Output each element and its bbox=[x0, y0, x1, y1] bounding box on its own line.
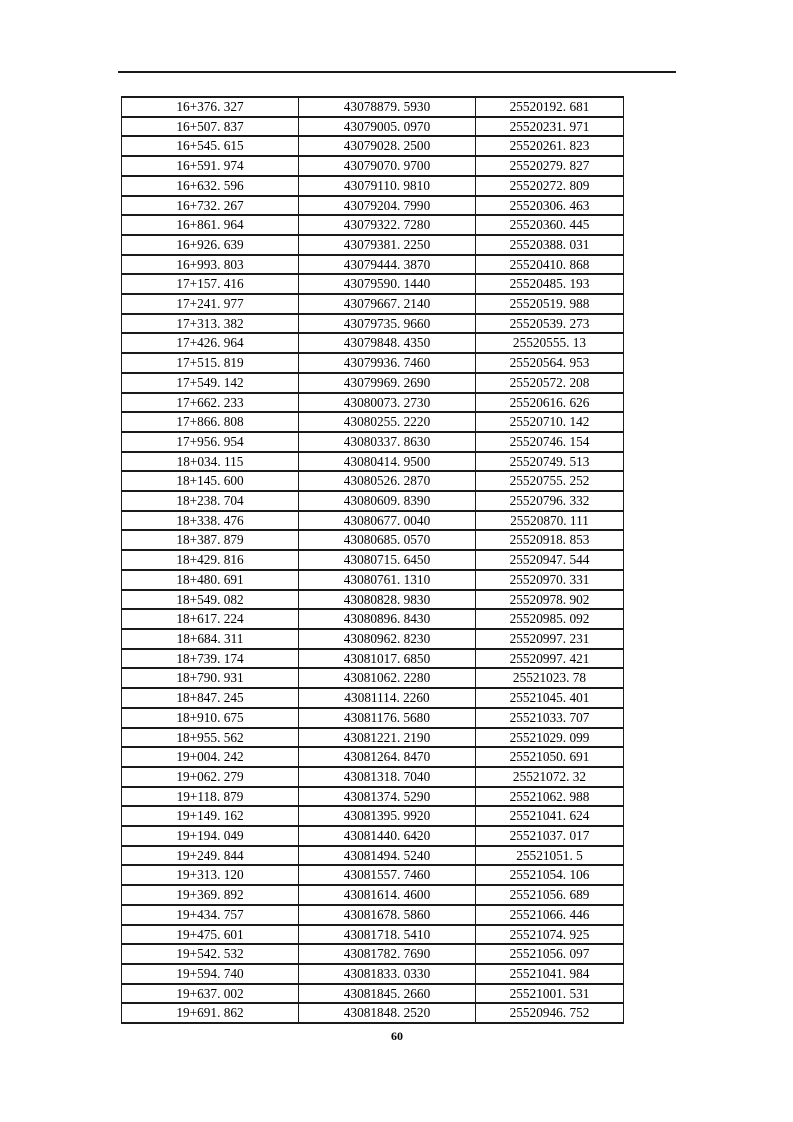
y-coordinate-cell: 25520918. 853 bbox=[476, 530, 624, 550]
x-coordinate-cell: 43081176. 5680 bbox=[299, 708, 476, 728]
station-cell: 17+426. 964 bbox=[122, 333, 299, 353]
y-coordinate-cell: 25520616. 626 bbox=[476, 393, 624, 413]
y-coordinate-cell: 25521001. 531 bbox=[476, 984, 624, 1004]
table-row bbox=[122, 767, 624, 787]
station-cell: 17+866. 808 bbox=[122, 412, 299, 432]
x-coordinate-cell: 43081374. 5290 bbox=[299, 787, 476, 807]
table-row bbox=[122, 550, 624, 570]
station-cell: 18+429. 816 bbox=[122, 550, 299, 570]
x-coordinate-cell: 43079667. 2140 bbox=[299, 294, 476, 314]
x-coordinate-cell: 43081440. 6420 bbox=[299, 826, 476, 846]
table-row bbox=[122, 511, 624, 531]
x-coordinate-cell: 43080609. 8390 bbox=[299, 491, 476, 511]
y-coordinate-cell: 25520564. 953 bbox=[476, 353, 624, 373]
table-row bbox=[122, 747, 624, 767]
y-coordinate-cell: 25520272. 809 bbox=[476, 176, 624, 196]
table-row bbox=[122, 117, 624, 137]
table-row bbox=[122, 97, 624, 117]
station-cell: 17+515. 819 bbox=[122, 353, 299, 373]
station-cell: 19+194. 049 bbox=[122, 826, 299, 846]
station-cell: 19+594. 740 bbox=[122, 964, 299, 984]
table-row bbox=[122, 1003, 624, 1023]
table-row bbox=[122, 806, 624, 826]
x-coordinate-cell: 43079590. 1440 bbox=[299, 274, 476, 294]
y-coordinate-cell: 25521066. 446 bbox=[476, 905, 624, 925]
y-coordinate-cell: 25520796. 332 bbox=[476, 491, 624, 511]
station-cell: 16+545. 615 bbox=[122, 136, 299, 156]
y-coordinate-cell: 25520997. 231 bbox=[476, 629, 624, 649]
table-row bbox=[122, 274, 624, 294]
table-row bbox=[122, 235, 624, 255]
y-coordinate-cell: 25520985. 092 bbox=[476, 609, 624, 629]
y-coordinate-cell: 25520749. 513 bbox=[476, 452, 624, 472]
x-coordinate-cell: 43079969. 2690 bbox=[299, 373, 476, 393]
table-row bbox=[122, 215, 624, 235]
table-row bbox=[122, 826, 624, 846]
x-coordinate-cell: 43079070. 9700 bbox=[299, 156, 476, 176]
station-cell: 17+662. 233 bbox=[122, 393, 299, 413]
station-cell: 17+241. 977 bbox=[122, 294, 299, 314]
station-cell: 19+249. 844 bbox=[122, 846, 299, 866]
y-coordinate-cell: 25520306. 463 bbox=[476, 196, 624, 216]
table-row bbox=[122, 412, 624, 432]
y-coordinate-cell: 25520261. 823 bbox=[476, 136, 624, 156]
x-coordinate-cell: 43079848. 4350 bbox=[299, 333, 476, 353]
x-coordinate-cell: 43079444. 3870 bbox=[299, 255, 476, 275]
x-coordinate-cell: 43081395. 9920 bbox=[299, 806, 476, 826]
table-row bbox=[122, 156, 624, 176]
station-cell: 18+549. 082 bbox=[122, 590, 299, 610]
y-coordinate-cell: 25520710. 142 bbox=[476, 412, 624, 432]
x-coordinate-cell: 43081614. 4600 bbox=[299, 885, 476, 905]
table-row bbox=[122, 196, 624, 216]
y-coordinate-cell: 25521041. 984 bbox=[476, 964, 624, 984]
x-coordinate-cell: 43081557. 7460 bbox=[299, 865, 476, 885]
station-cell: 19+062. 279 bbox=[122, 767, 299, 787]
station-cell: 16+926. 639 bbox=[122, 235, 299, 255]
y-coordinate-cell: 25521041. 624 bbox=[476, 806, 624, 826]
station-cell: 18+910. 675 bbox=[122, 708, 299, 728]
y-coordinate-cell: 25520870. 111 bbox=[476, 511, 624, 531]
station-cell: 18+684. 311 bbox=[122, 629, 299, 649]
y-coordinate-cell: 25521056. 689 bbox=[476, 885, 624, 905]
y-coordinate-cell: 25520555. 13 bbox=[476, 333, 624, 353]
station-cell: 16+632. 596 bbox=[122, 176, 299, 196]
table-row bbox=[122, 255, 624, 275]
table-row bbox=[122, 491, 624, 511]
y-coordinate-cell: 25521037. 017 bbox=[476, 826, 624, 846]
table-row bbox=[122, 333, 624, 353]
station-cell: 19+434. 757 bbox=[122, 905, 299, 925]
station-cell: 16+376. 327 bbox=[122, 97, 299, 117]
x-coordinate-cell: 43081494. 5240 bbox=[299, 846, 476, 866]
station-cell: 16+732. 267 bbox=[122, 196, 299, 216]
x-coordinate-cell: 43078879. 5930 bbox=[299, 97, 476, 117]
y-coordinate-cell: 25521054. 106 bbox=[476, 865, 624, 885]
station-cell: 16+507. 837 bbox=[122, 117, 299, 137]
y-coordinate-cell: 25521062. 988 bbox=[476, 787, 624, 807]
station-cell: 18+338. 476 bbox=[122, 511, 299, 531]
y-coordinate-cell: 25521033. 707 bbox=[476, 708, 624, 728]
station-cell: 19+313. 120 bbox=[122, 865, 299, 885]
station-cell: 19+475. 601 bbox=[122, 925, 299, 945]
station-cell: 16+591. 974 bbox=[122, 156, 299, 176]
x-coordinate-cell: 43080896. 8430 bbox=[299, 609, 476, 629]
y-coordinate-cell: 25520946. 752 bbox=[476, 1003, 624, 1023]
y-coordinate-cell: 25521056. 097 bbox=[476, 944, 624, 964]
x-coordinate-cell: 43080337. 8630 bbox=[299, 432, 476, 452]
y-coordinate-cell: 25521029. 099 bbox=[476, 728, 624, 748]
station-cell: 18+847. 245 bbox=[122, 688, 299, 708]
y-coordinate-cell: 25520978. 902 bbox=[476, 590, 624, 610]
station-cell: 16+861. 964 bbox=[122, 215, 299, 235]
x-coordinate-cell: 43081718. 5410 bbox=[299, 925, 476, 945]
y-coordinate-cell: 25520485. 193 bbox=[476, 274, 624, 294]
station-cell: 19+004. 242 bbox=[122, 747, 299, 767]
station-cell: 16+993. 803 bbox=[122, 255, 299, 275]
station-cell: 18+145. 600 bbox=[122, 471, 299, 491]
x-coordinate-cell: 43079735. 9660 bbox=[299, 314, 476, 334]
y-coordinate-cell: 25520360. 445 bbox=[476, 215, 624, 235]
y-coordinate-cell: 25520388. 031 bbox=[476, 235, 624, 255]
table-row bbox=[122, 787, 624, 807]
table-row bbox=[122, 944, 624, 964]
x-coordinate-cell: 43081318. 7040 bbox=[299, 767, 476, 787]
table-row bbox=[122, 688, 624, 708]
station-cell: 18+387. 879 bbox=[122, 530, 299, 550]
y-coordinate-cell: 25520947. 544 bbox=[476, 550, 624, 570]
y-coordinate-cell: 25520746. 154 bbox=[476, 432, 624, 452]
x-coordinate-cell: 43080962. 8230 bbox=[299, 629, 476, 649]
x-coordinate-cell: 43081845. 2660 bbox=[299, 984, 476, 1004]
x-coordinate-cell: 43081782. 7690 bbox=[299, 944, 476, 964]
table-row bbox=[122, 609, 624, 629]
table-row bbox=[122, 846, 624, 866]
y-coordinate-cell: 25521045. 401 bbox=[476, 688, 624, 708]
y-coordinate-cell: 25521051. 5 bbox=[476, 846, 624, 866]
page-number: 60 bbox=[391, 1029, 403, 1043]
y-coordinate-cell: 25521050. 691 bbox=[476, 747, 624, 767]
table-row bbox=[122, 353, 624, 373]
station-cell: 19+118. 879 bbox=[122, 787, 299, 807]
station-cell: 19+149. 162 bbox=[122, 806, 299, 826]
station-cell: 18+790. 931 bbox=[122, 668, 299, 688]
x-coordinate-cell: 43080255. 2220 bbox=[299, 412, 476, 432]
x-coordinate-cell: 43081062. 2280 bbox=[299, 668, 476, 688]
y-coordinate-cell: 25520410. 868 bbox=[476, 255, 624, 275]
table-row bbox=[122, 393, 624, 413]
y-coordinate-cell: 25520192. 681 bbox=[476, 97, 624, 117]
x-coordinate-cell: 43080414. 9500 bbox=[299, 452, 476, 472]
table-row bbox=[122, 314, 624, 334]
table-row bbox=[122, 629, 624, 649]
station-cell: 19+369. 892 bbox=[122, 885, 299, 905]
station-cell: 17+549. 142 bbox=[122, 373, 299, 393]
table-row bbox=[122, 373, 624, 393]
x-coordinate-cell: 43080715. 6450 bbox=[299, 550, 476, 570]
table-row bbox=[122, 471, 624, 491]
table-row bbox=[122, 905, 624, 925]
x-coordinate-cell: 43081264. 8470 bbox=[299, 747, 476, 767]
y-coordinate-cell: 25520572. 208 bbox=[476, 373, 624, 393]
page-header-rule bbox=[118, 71, 676, 73]
table-row bbox=[122, 136, 624, 156]
station-cell: 18+034. 115 bbox=[122, 452, 299, 472]
x-coordinate-cell: 43080761. 1310 bbox=[299, 570, 476, 590]
x-coordinate-cell: 43079936. 7460 bbox=[299, 353, 476, 373]
x-coordinate-cell: 43081833. 0330 bbox=[299, 964, 476, 984]
x-coordinate-cell: 43081114. 2260 bbox=[299, 688, 476, 708]
coordinates-table bbox=[121, 96, 624, 1024]
y-coordinate-cell: 25521023. 78 bbox=[476, 668, 624, 688]
table-row bbox=[122, 708, 624, 728]
y-coordinate-cell: 25520970. 331 bbox=[476, 570, 624, 590]
table-row bbox=[122, 530, 624, 550]
x-coordinate-cell: 43079028. 2500 bbox=[299, 136, 476, 156]
x-coordinate-cell: 43081017. 6850 bbox=[299, 649, 476, 669]
table-row bbox=[122, 649, 624, 669]
x-coordinate-cell: 43081221. 2190 bbox=[299, 728, 476, 748]
y-coordinate-cell: 25520997. 421 bbox=[476, 649, 624, 669]
table-row bbox=[122, 452, 624, 472]
x-coordinate-cell: 43080685. 0570 bbox=[299, 530, 476, 550]
station-cell: 18+617. 224 bbox=[122, 609, 299, 629]
x-coordinate-cell: 43081848. 2520 bbox=[299, 1003, 476, 1023]
table-row bbox=[122, 668, 624, 688]
station-cell: 18+955. 562 bbox=[122, 728, 299, 748]
station-cell: 19+691. 862 bbox=[122, 1003, 299, 1023]
x-coordinate-cell: 43080828. 9830 bbox=[299, 590, 476, 610]
x-coordinate-cell: 43080073. 2730 bbox=[299, 393, 476, 413]
station-cell: 18+238. 704 bbox=[122, 491, 299, 511]
station-cell: 18+739. 174 bbox=[122, 649, 299, 669]
x-coordinate-cell: 43079005. 0970 bbox=[299, 117, 476, 137]
x-coordinate-cell: 43080677. 0040 bbox=[299, 511, 476, 531]
x-coordinate-cell: 43079322. 7280 bbox=[299, 215, 476, 235]
station-cell: 18+480. 691 bbox=[122, 570, 299, 590]
y-coordinate-cell: 25520279. 827 bbox=[476, 156, 624, 176]
y-coordinate-cell: 25520519. 988 bbox=[476, 294, 624, 314]
station-cell: 17+956. 954 bbox=[122, 432, 299, 452]
table-row bbox=[122, 176, 624, 196]
x-coordinate-cell: 43080526. 2870 bbox=[299, 471, 476, 491]
station-cell: 17+157. 416 bbox=[122, 274, 299, 294]
table-row bbox=[122, 294, 624, 314]
x-coordinate-cell: 43079110. 9810 bbox=[299, 176, 476, 196]
table-row bbox=[122, 925, 624, 945]
x-coordinate-cell: 43081678. 5860 bbox=[299, 905, 476, 925]
station-cell: 19+637. 002 bbox=[122, 984, 299, 1004]
table-row bbox=[122, 432, 624, 452]
x-coordinate-cell: 43079204. 7990 bbox=[299, 196, 476, 216]
table-row bbox=[122, 964, 624, 984]
table-row bbox=[122, 728, 624, 748]
table-row bbox=[122, 984, 624, 1004]
table-row bbox=[122, 590, 624, 610]
station-cell: 19+542. 532 bbox=[122, 944, 299, 964]
y-coordinate-cell: 25520755. 252 bbox=[476, 471, 624, 491]
x-coordinate-cell: 43079381. 2250 bbox=[299, 235, 476, 255]
y-coordinate-cell: 25520539. 273 bbox=[476, 314, 624, 334]
y-coordinate-cell: 25521072. 32 bbox=[476, 767, 624, 787]
table-row bbox=[122, 570, 624, 590]
table-row bbox=[122, 885, 624, 905]
y-coordinate-cell: 25521074. 925 bbox=[476, 925, 624, 945]
station-cell: 17+313. 382 bbox=[122, 314, 299, 334]
table-row bbox=[122, 865, 624, 885]
y-coordinate-cell: 25520231. 971 bbox=[476, 117, 624, 137]
